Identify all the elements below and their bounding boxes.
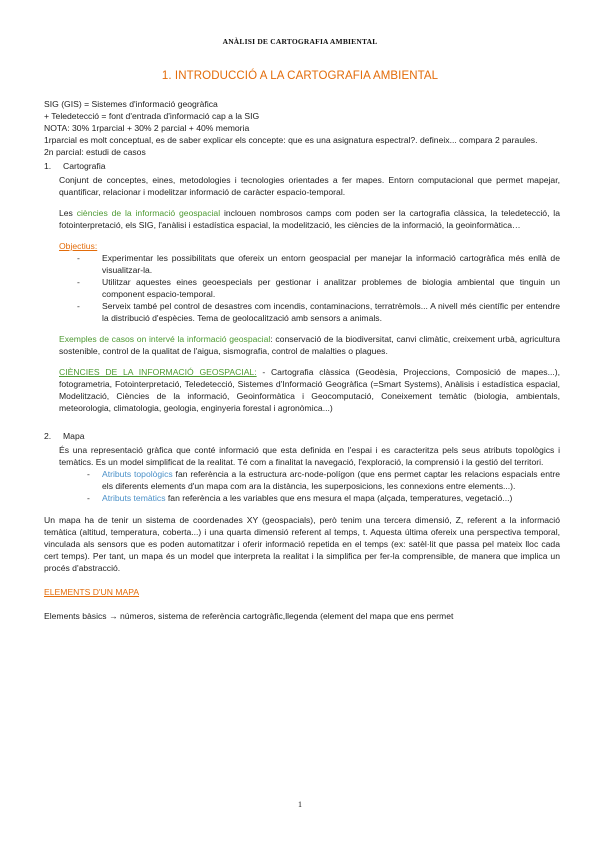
highlight-term: ciències de la informació geospacial <box>76 208 221 218</box>
list-item <box>59 300 560 324</box>
intro-line: SIG (GIS) = Sistemes d'informació geogràfica <box>44 99 218 109</box>
underlined-heading: Objectius: <box>59 241 98 251</box>
list-item <box>59 276 560 300</box>
section-heading-cartografia <box>44 160 560 172</box>
section-title: Cartografia <box>63 161 106 171</box>
text: - Cartografia clàssica (Geodèsia, Projeccions, Composició de mapes...), fotogrametria, Fotointerpretació, Teledetecció, Sistemes d'Informació Geogràfica (=Smart Systems), Anàlisis i estadística espacial, Modelització, Ciències de la informació, Geoinformàtica i Geocomputació, Coneixement temàtic (biologia, ambientals, meteorologia, climatologia, geologia, enginyeria forestal i agronòmica...) <box>59 367 561 413</box>
list-item-text <box>102 492 512 504</box>
intro-line: 2n parcial: estudi de casos <box>44 147 146 157</box>
objectives-label <box>59 240 560 252</box>
running-header: ANÀLISI DE CARTOGRAFIA AMBIENTAL <box>222 37 378 46</box>
section-cartografia <box>44 174 560 414</box>
objectives-list <box>59 252 560 324</box>
page-number: 1 <box>298 800 302 809</box>
highlight-term: Atributs topològics <box>102 469 173 479</box>
paragraph <box>59 207 560 231</box>
text: inclouen nombrosos camps com poden ser la cartografia clàssica, la teledetecció, la fotointerpretació, els SIG, l'anàlisi i estadística espacial, la modelització, les ciències de la informació, la geoinformàtica… <box>59 208 560 230</box>
list-item-text: Utilitzar aquestes eines geoespecials per gestionar i analitzar problemes de biologia ambiental que tinguin un component espacio-temporal. <box>102 277 560 299</box>
paragraph: Conjunt de conceptes, eines, metodologies i tecnologies orientades a fer mapes. Entorn computacional que permet mapejar, quantificar, relacionar i modelitzar informació de caràcter espacio-temporal. <box>59 175 560 197</box>
highlight-term: Exemples de casos on intervé la informació geospacial <box>59 334 271 344</box>
section-number: 1. <box>44 161 52 171</box>
text: : conservació de la biodiversitat, canvi climàtic, creixement urbà, agricultura sostenible, control de la qualitat de l'aigua, sismografia, control de malalties o plagues. <box>59 334 561 356</box>
section-heading-mapa <box>44 430 560 442</box>
list-item-text <box>102 468 560 492</box>
highlight-term: Atributs temàtics <box>102 493 166 503</box>
paragraph <box>59 333 560 357</box>
list-item <box>59 492 560 504</box>
intro-line: + Teledetecció = font d'entrada d'informació cap a la SIG <box>44 111 260 121</box>
paragraph: És una representació gràfica que conté informació que esta definida en l'espai i es caracteritza pels seus atributs topològics i temàtics. Es un model simplificat de la realitat. Té com a finalitat la navegació, l'exploració, la comprensió i la gestió del territori. <box>59 445 560 467</box>
highlight-term: CIÈNCIES DE LA INFORMACIÓ GEOSPACIAL: <box>59 367 257 377</box>
list-item-text: Experimentar les possibilitats que ofereix un entorn geospacial per manejar la informació cartogràfica més enllà de visualitzar-la. <box>102 253 560 275</box>
elements-heading <box>44 586 560 598</box>
bullet: - <box>77 301 80 311</box>
section-number: 2. <box>44 431 52 441</box>
list-item <box>59 252 560 276</box>
text: Les <box>59 208 77 218</box>
document-title: 1. INTRODUCCIÓ A LA CARTOGRAFIA AMBIENTAL <box>161 70 439 82</box>
bullet: - <box>77 253 80 263</box>
document-body <box>44 98 560 622</box>
paragraph <box>59 366 560 414</box>
intro-block <box>44 98 560 158</box>
list-item <box>59 468 560 492</box>
intro-line: NOTA: 30% 1rparcial + 30% 2 parcial + 40% memoria <box>44 123 250 133</box>
text: fan referència a les variables que ens mesura el mapa (alçada, temperatures, vegetació...) <box>165 493 513 503</box>
intro-line: 1rparcial es molt conceptual, es de saber explicar els concepte: que es una asignatura espectral?. defineix... compara 2 paraules. <box>44 135 538 145</box>
paragraph: Un mapa ha de tenir un sistema de coordenades XY (geospacials), però tenim una tercera dimensió, Z, referent a la informació temàtica (altitud, temperatura, coberta...) i una quarta dimensió referent al temps, t. Aquesta última ofereix una perspectiva temporal, vinculada als sensors que es poden automatitzar i oferir informació repetida en el temps (ex: satèl·lit que passa pel mateix lloc cada cert temps). Per tant, un mapa és un model que interpreta la realitat i la simplifica per fer-la comprensible, de manera que implica un procés d'abstracció. <box>44 515 560 573</box>
underlined-heading: ELEMENTS D'UN MAPA <box>44 587 140 597</box>
section-mapa <box>44 444 560 504</box>
paragraph: Elements bàsics → números, sistema de referència cartogràfic,llegenda (element del mapa que ens permet <box>44 611 454 621</box>
bullet: - <box>87 493 90 503</box>
section-title: Mapa <box>63 431 85 441</box>
bullet: - <box>77 277 80 287</box>
text: fan referència a la estructura arc-node-polígon (que ens permet captar les relacions espacials entre els diferents elements d'un mapa com ara la distància, les superposicions, les connexions entre elements...). <box>102 469 561 491</box>
list-item-text: Serveix també pel control de desastres com incendis, contaminacions, terratrèmols... A nivell més científic per entendre la distribució d'espècies. Tema de geolocalització amb sensors a animals. <box>102 301 560 323</box>
bullet: - <box>87 469 90 479</box>
